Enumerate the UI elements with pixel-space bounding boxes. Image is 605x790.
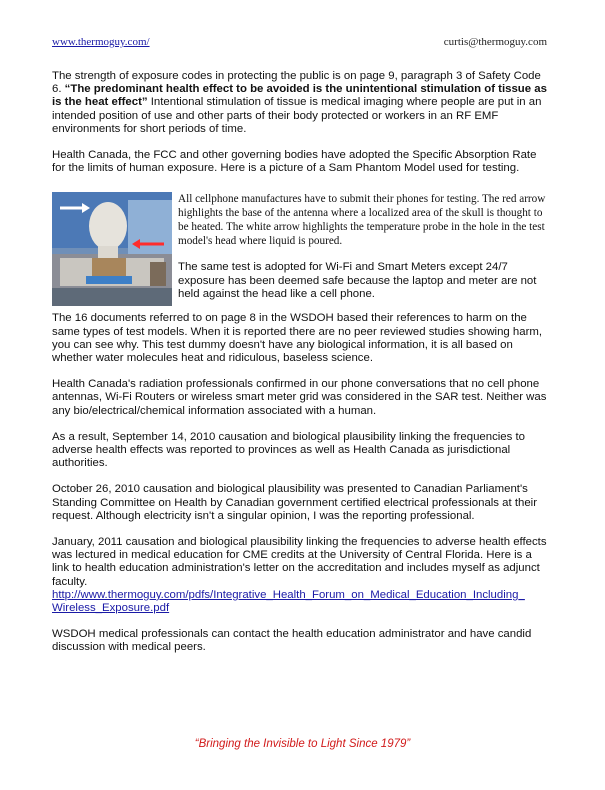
paragraph-wifi: The same test is adopted for Wi-Fi and Smart Meters except 24/7 exposure has been deemed safe because the laptop and meter are not held against the head like a cell phone. (178, 261, 537, 300)
paragraph-january: January, 2011 causation and biological plausibility linking the frequencies to adverse health effects was lectured in medical education for CME credits at the University of Central Florida. Here is a link to health education administration's letter on the accreditation and includes myself as adjunct faculty. http://www.thermoguy.com/pdfs/Integrative_Health_Forum_on_Medical_Education_Including_ Wireless_Exposure.pdf (52, 536, 547, 615)
paragraph-september: As a result, September 14, 2010 causation and biological plausibility linking the frequencies to adverse health effects was reported to provinces as well as Health Canada as jurisdictional authorities. (52, 430, 526, 470)
figure-section (52, 188, 552, 306)
pdf-link[interactable]: http://www.thermoguy.com/pdfs/Integrative_Health_Forum_on_Medical_Education_Including_ Wireless_Exposure.pdf (52, 588, 525, 615)
paragraph-sar: Health Canada, the FCC and other governing bodies have adopted the Specific Absorption Rate for the limits of human exposure. Here is a picture of a Sam Phantom Model used for testing. (52, 149, 537, 175)
paragraph-contact: WSDOH medical professionals can contact the health education administrator and have candid discussion with medical peers. (52, 628, 532, 654)
paragraph-october: October 26, 2010 causation and biological plausibility was presented to Canadian Parliament's Standing Committee on Health by Canadian government certified electrical professionals at their request. Although electricity isn't a singular opinion, I was the reporting professional. (52, 483, 537, 522)
header-site-link[interactable]: www.thermoguy.com/ (52, 36, 150, 48)
paragraph-wsdoh-docs: The 16 documents referred to on page 8 in the WSDOH based their references to harm on the same types of test models. When it is reported there are no peer reviewed studies showing harm, you can see why. This test dummy doesn't have any biological information, it is all based on whether water molecules heat and ridiculous, baseless science. (52, 312, 543, 365)
bold-quote: “The predominant health effect to be avoided is the unintentional stimulation of tissue as is the heat effect” (52, 83, 547, 109)
figure-text (178, 192, 552, 314)
paragraph-health-canada: Health Canada's radiation professionals confirmed in our phone conversations that no cell phone antennas, Wi-Fi Routers or wireless smart meter grid was considered in the SAR test. Neither was any bio/electrical/chemical information associated with a human. (52, 378, 547, 417)
figure-caption: All cellphone manufactures have to submit their phones for testing. The red arrow highlights the base of the antenna where a localized area of the skull is thought to be heated. The white arrow highlights the temperature probe in the hole in the test model's head where liquid is poured. (178, 193, 546, 248)
sam-phantom-photo (52, 192, 172, 306)
header-email: curtis@thermoguy.com (443, 36, 547, 48)
footer-tagline: “Bringing the Invisible to Light Since 1979” (194, 738, 411, 750)
paragraph-safety-code: The strength of exposure codes in protecting the public is on page 9, paragraph 3 of Safety Code 6. “The predominant health effect to be avoided is the unintentional stimulation of tissue as is the heat effect” Intentional stimulation of tissue is medical imaging where people are put in an intended position of use and other parts of their body protected or workers in an RF EMF environments for short periods of time. (52, 70, 547, 135)
document-body (52, 70, 552, 668)
